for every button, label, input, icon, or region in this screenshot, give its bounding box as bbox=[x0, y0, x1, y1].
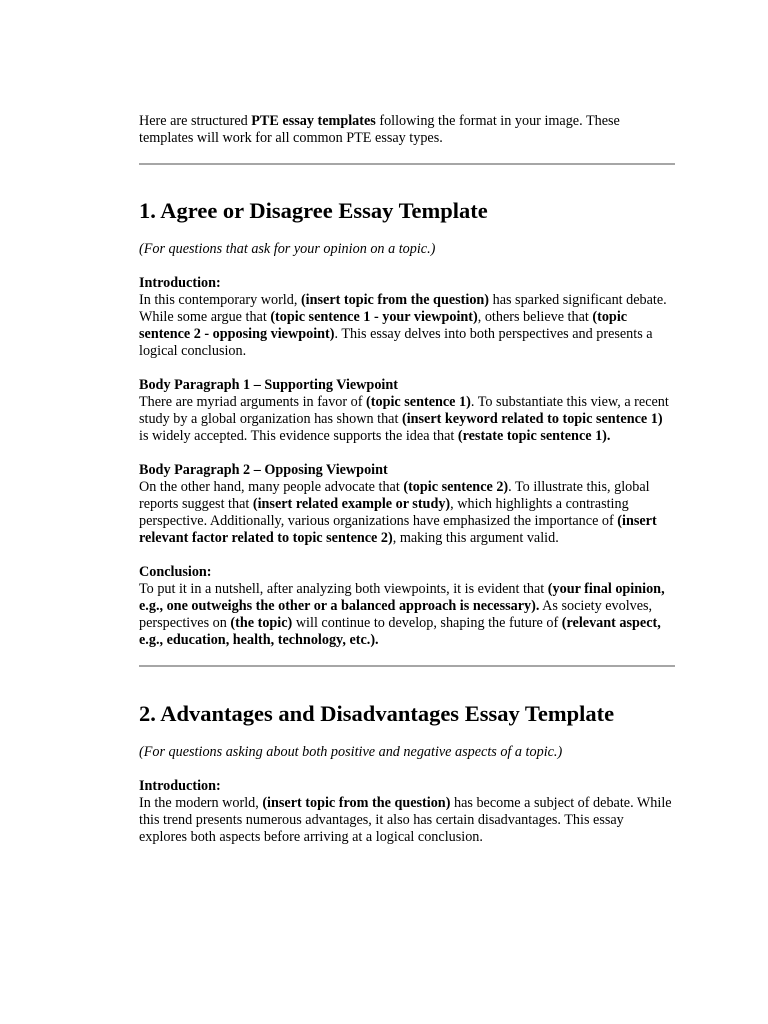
bold-run: (relevant aspect, e.g., education, health, technology, etc.). bbox=[139, 615, 661, 648]
text-run: has become a subject of debate. While this trend presents numerous advantages, it also has certain disadvantages. This essay explores both aspects before arriving at a logical conclusion. bbox=[139, 795, 672, 845]
text-run: , others believe that bbox=[477, 309, 593, 325]
bold-run: (insert relevant factor related to topic sentence 2) bbox=[139, 513, 657, 546]
intro-text-2: following the format in your image. These templates will work for all common PTE essay types. bbox=[139, 113, 620, 146]
section1-conclusion-text bbox=[139, 581, 675, 649]
section1-subtitle: (For questions that ask for your opinion on a topic.) bbox=[139, 241, 436, 257]
bold-run: (insert topic from the question) bbox=[300, 292, 490, 308]
bold-run: (your final opinion, e.g., one outweighs the other or a balanced approach is necessary). bbox=[139, 581, 665, 614]
section1-body1 bbox=[139, 377, 675, 445]
text-run: is widely accepted. This evidence supports the idea that bbox=[139, 428, 458, 444]
divider-1 bbox=[139, 163, 675, 165]
bold-run: (insert keyword related to topic sentence 1) bbox=[401, 411, 663, 427]
text-run: , making this argument valid. bbox=[392, 530, 559, 546]
divider-2 bbox=[139, 665, 675, 667]
bold-run: (topic sentence 2) bbox=[403, 479, 509, 495]
text-run: In this contemporary world, bbox=[139, 292, 301, 308]
section2-introduction-text bbox=[139, 795, 675, 846]
section1-conclusion-label: Conclusion: bbox=[139, 564, 212, 580]
section2-introduction-label: Introduction: bbox=[139, 778, 221, 794]
section1-body2 bbox=[139, 462, 675, 547]
text-run: As society evolves, perspectives on bbox=[139, 598, 653, 631]
bold-run: (topic sentence 2 - opposing viewpoint) bbox=[139, 309, 628, 342]
intro-bold-templates: PTE essay templates bbox=[251, 113, 376, 129]
text-run: . To substantiate this view, a recent study by a global organization has shown that bbox=[139, 394, 669, 427]
text-run: . This essay delves into both perspectives and presents a logical conclusion. bbox=[139, 326, 653, 359]
bold-run: (restate topic sentence 1). bbox=[457, 428, 611, 444]
section1-body1-label: Body Paragraph 1 – Supporting Viewpoint bbox=[139, 377, 398, 393]
intro-paragraph bbox=[139, 113, 675, 147]
section2-introduction bbox=[139, 778, 675, 846]
text-run: has sparked significant debate. While some argue that bbox=[139, 292, 667, 325]
text-run: To put it in a nutshell, after analyzing both viewpoints, it is evident that bbox=[139, 581, 548, 597]
section1-conclusion bbox=[139, 564, 675, 649]
bold-run: (insert related example or study) bbox=[252, 496, 451, 512]
text-run: will continue to develop, shaping the future of bbox=[292, 615, 562, 631]
document-content bbox=[139, 113, 675, 846]
text-run: On the other hand, many people advocate that bbox=[139, 479, 404, 495]
section1-title: 1. Agree or Disagree Essay Template bbox=[139, 198, 488, 223]
section1-body2-text bbox=[139, 479, 675, 547]
text-run: In the modern world, bbox=[139, 795, 263, 811]
text-run: , which highlights a contrasting perspective. Additionally, various organizations have emphasized the importance of bbox=[139, 496, 629, 529]
bold-run: (the topic) bbox=[230, 615, 293, 631]
intro-text-1: Here are structured bbox=[139, 113, 252, 129]
text-run: . To illustrate this, global reports suggest that bbox=[139, 479, 650, 512]
section2-title: 2. Advantages and Disadvantages Essay Template bbox=[139, 701, 615, 726]
section1-introduction bbox=[139, 275, 675, 360]
bold-run: (topic sentence 1 - your viewpoint) bbox=[270, 309, 478, 325]
section1-introduction-text bbox=[139, 292, 675, 360]
bold-run: (insert topic from the question) bbox=[262, 795, 451, 811]
section1-introduction-label: Introduction: bbox=[139, 275, 221, 291]
bold-run: (topic sentence 1) bbox=[366, 394, 471, 410]
text-run: There are myriad arguments in favor of bbox=[139, 394, 367, 410]
section2-subtitle: (For questions asking about both positive and negative aspects of a topic.) bbox=[139, 744, 563, 760]
section1-body2-label: Body Paragraph 2 – Opposing Viewpoint bbox=[139, 462, 388, 478]
section1-body1-text bbox=[139, 394, 675, 445]
